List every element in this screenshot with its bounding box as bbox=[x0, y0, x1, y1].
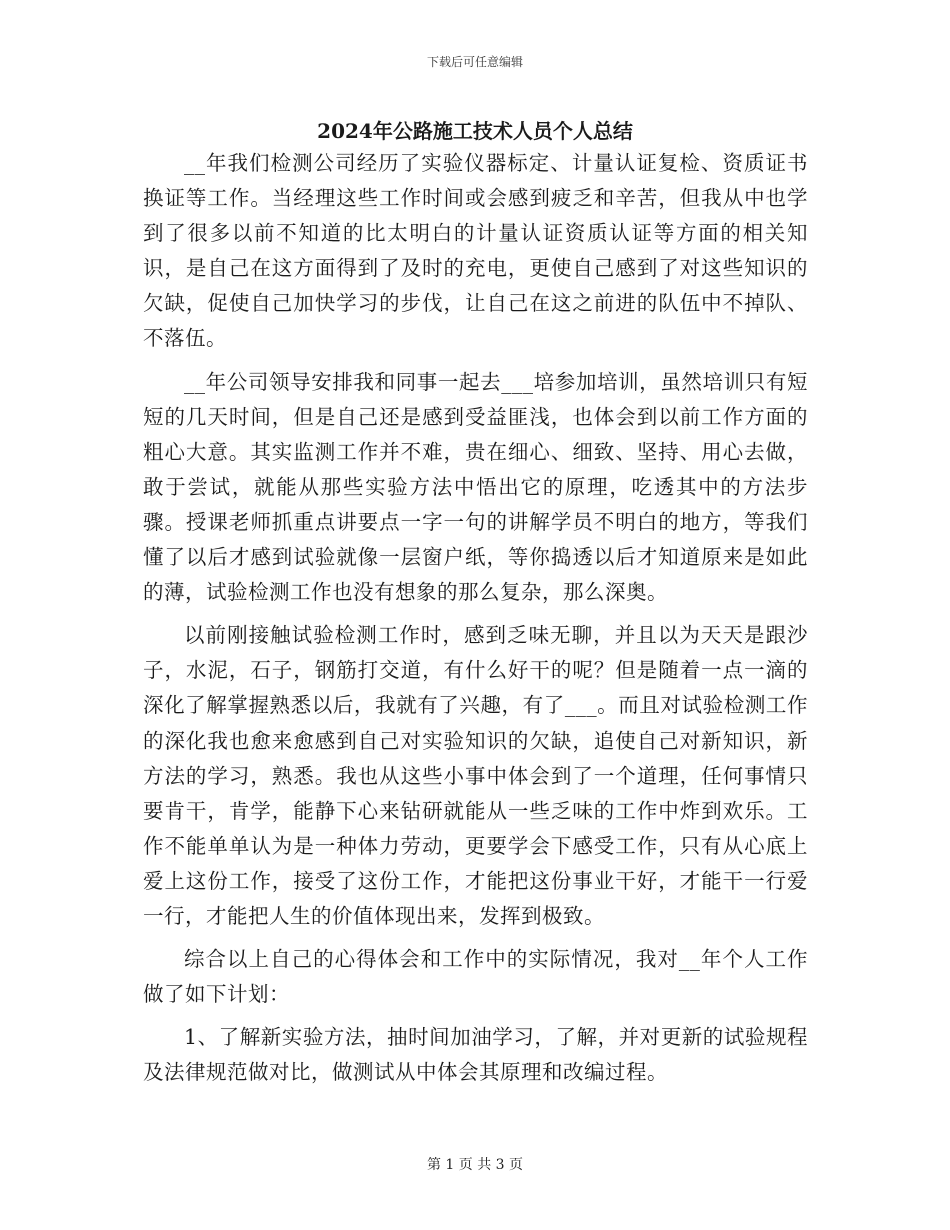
page-header-note: 下载后可任意编辑 bbox=[426, 55, 523, 69]
paragraph-3: 以前刚接触试验检测工作时，感到乏味无聊，并且以为天天是跟沙子，水泥，石子，钢筋打交道，有什么好干的呢？但是随着一点一滴的深化了解掌握熟悉以后，我就有了兴趣，有了___。而且对试验检测工作的深化我也愈来愈感到自己对实验知识的欠缺，追使自己对新知识，新方法的学习，熟悉。我也从这些小事中体会到了一个道理，任何事情只要肯干，肯学，能静下心来钻研就能从一些乏味的工作中炸到欢乐。工作不能单单认为是一种体力劳动，更要学会下感受工作，只有从心底上爱上这份工作，接受了这份工作，才能把这份事业干好，才能干一行爱一行，才能把人生的价值体现出来，发挥到极致。 bbox=[143, 623, 808, 928]
paragraph-1: __年我们检测公司经历了实验仪器标定、计量认证复检、资质证书换证等工作。当经理这些工作时间或会感到疲乏和辛苦，但我从中也学到了很多以前不知道的比太明白的计量认证资质认证等方面的相关知识，是自己在这方面得到了及时的充电，更使自己感到了对这些知识的欠缺，促使自己加快学习的步伐，让自己在这之前进的队伍中不掉队、不落伍。 bbox=[143, 151, 808, 351]
document-title: 2024年公路施工技术人员个人总结 bbox=[317, 119, 633, 143]
page-number-footer: 第 1 页 共 3 页 bbox=[426, 1157, 524, 1173]
document-body bbox=[143, 146, 808, 1090]
paragraph-4: 综合以上自己的心得体会和工作中的实际情况，我对__年个人工作做了如下计划： bbox=[143, 947, 808, 1007]
paragraph-5: 1、了解新实验方法，抽时间加油学习，了解，并对更新的试验规程及法律规范做对比，做测试从中体会其原理和改编过程。 bbox=[143, 1025, 808, 1085]
paragraph-2: __年公司领导安排我和同事一起去___培参加培训，虽然培训只有短短的几天时间，但是自己还是感到受益匪浅，也体会到以前工作方面的粗心大意。其实监测工作并不难，贵在细心、细致、坚持、用心去做，敢于尝试，就能从那些实验方法中悟出它的原理，吃透其中的方法步骤。授课老师抓重点讲要点一字一句的讲解学员不明白的地方，等我们懂了以后才感到试验就像一层窗户纸，等你捣透以后才知道原来是如此的薄，试验检测工作也没有想象的那么复杂，那么深奥。 bbox=[143, 369, 808, 605]
